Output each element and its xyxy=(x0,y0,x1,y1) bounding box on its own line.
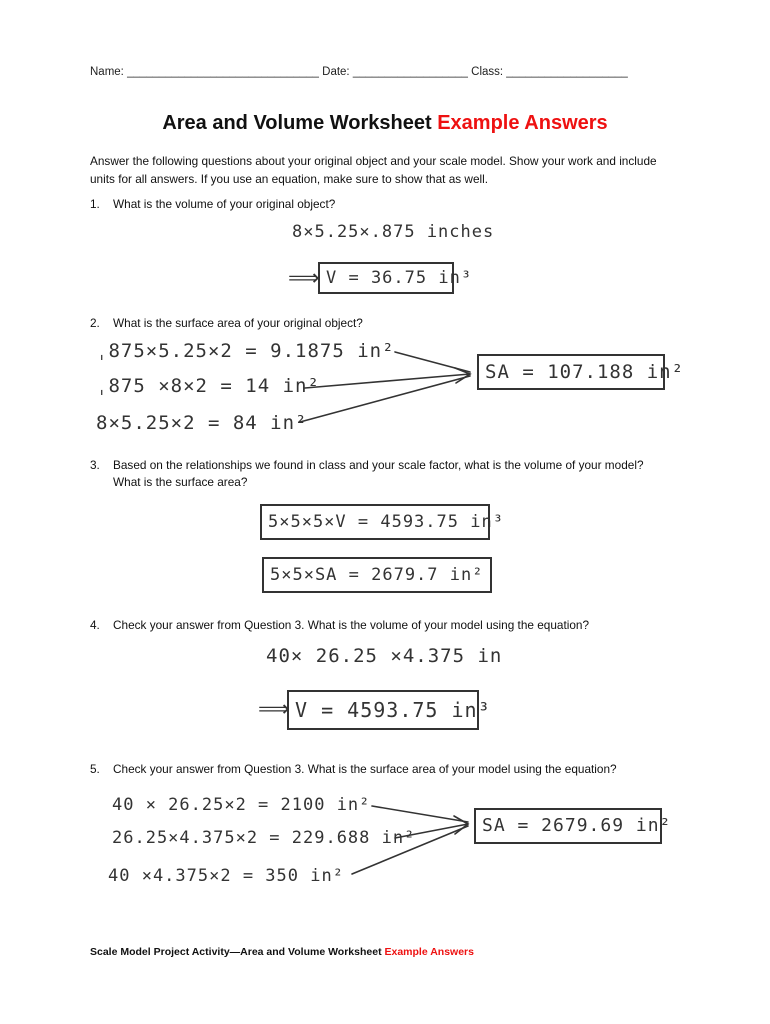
q2-connector-1 xyxy=(395,352,470,372)
student-info-line: Name: ______________________________ Date: __________________ Class: ___________________ xyxy=(90,66,628,78)
q5-result: SA = 2679.69 in² xyxy=(474,808,662,844)
footer-main: Scale Model Project Activity—Area and Volume Worksheet xyxy=(90,946,382,958)
page-footer xyxy=(90,946,474,958)
question-text: Check your answer from Question 3. What is the surface area of your model using the equation? xyxy=(113,762,617,776)
question-number: 1. xyxy=(90,197,100,211)
q3-volume: 5×5×5×V = 4593.75 in³ xyxy=(260,504,490,540)
q5-connector-1 xyxy=(372,806,468,822)
q2-connector-2 xyxy=(305,374,470,388)
q5-line-3: 40 ×4.375×2 = 350 in² xyxy=(108,866,344,886)
question-number: 3. xyxy=(90,458,100,472)
question-number: 2. xyxy=(90,316,100,330)
q3-area: 5×5×SA = 2679.7 in² xyxy=(262,557,492,593)
q2-line-2: ˌ875 ×8×2 = 14 in² xyxy=(96,375,320,397)
title-main: Area and Volume Worksheet xyxy=(162,112,432,134)
page-title xyxy=(0,112,770,135)
q2-result: SA = 107.188 in² xyxy=(477,354,665,390)
question-text: Based on the relationships we found in class and your scale factor, what is the volume of your model? What is the surface area? xyxy=(113,458,644,489)
question-text: What is the volume of your original object? xyxy=(113,197,336,211)
q5-line-2: 26.25×4.375×2 = 229.688 in² xyxy=(112,828,416,848)
q2-line-3: 8×5.25×2 = 84 in² xyxy=(96,412,308,434)
q2-line-1: ˌ875×5.25×2 = 9.1875 in² xyxy=(96,340,395,362)
question-text: Check your answer from Question 3. What is the volume of your model using the equation? xyxy=(113,618,590,632)
q1-arrow: ⟹ xyxy=(288,266,320,291)
question-number: 5. xyxy=(90,762,100,776)
question-text: What is the surface area of your original object? xyxy=(113,316,363,330)
q5-line-1: 40 × 26.25×2 = 2100 in² xyxy=(112,795,371,815)
q4-work: 40× 26.25 ×4.375 in xyxy=(266,645,503,667)
q2-connector-arrowhead xyxy=(455,368,470,383)
title-example-answers: Example Answers xyxy=(437,112,608,134)
q1-work: 8×5.25×.875 inches xyxy=(292,222,495,242)
q4-result: V = 4593.75 in³ xyxy=(287,690,479,730)
instructions: Answer the following questions about your original object and your scale model. Show your work and include units for all answers. If you use an equation, make sure to show that as well. xyxy=(90,154,657,186)
q4-arrow: ⟹ xyxy=(258,697,290,722)
q5-connector-arrowhead xyxy=(454,816,468,834)
q2-connector-3 xyxy=(300,376,470,422)
footer-example-answers: Example Answers xyxy=(384,946,474,958)
question-number: 4. xyxy=(90,618,100,632)
q1-result: V = 36.75 in³ xyxy=(318,262,454,294)
